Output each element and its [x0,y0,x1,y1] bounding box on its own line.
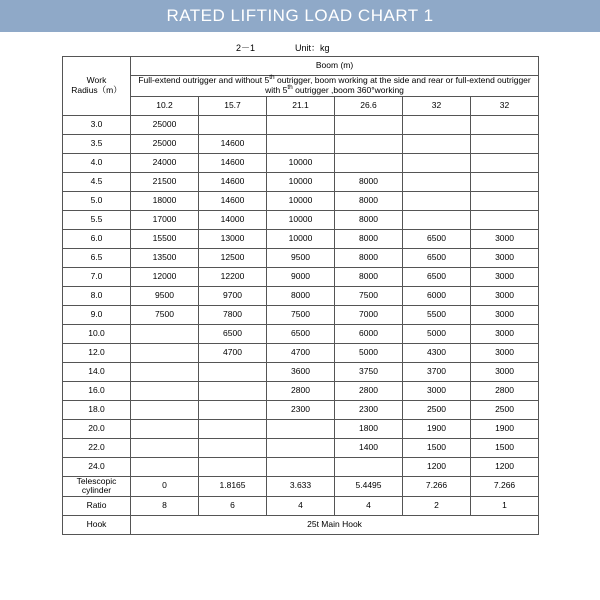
work-radius-value: 3.0 [63,115,131,134]
load-value: 3750 [335,362,403,381]
hook-row [63,516,539,535]
load-value: 1800 [335,419,403,438]
load-value: 6000 [335,324,403,343]
table-row [63,381,539,400]
table-header-row-1 [63,57,539,76]
work-radius-value: 9.0 [63,305,131,324]
load-value: 3000 [471,343,539,362]
table-row [63,362,539,381]
table-row [63,153,539,172]
table-row [63,134,539,153]
table-row [63,248,539,267]
table-row [63,438,539,457]
load-value: 25000 [131,115,199,134]
load-value [471,191,539,210]
load-value: 12000 [131,267,199,286]
load-value: 1900 [403,419,471,438]
load-value: 1500 [403,438,471,457]
load-value [199,381,267,400]
load-value: 14600 [199,172,267,191]
load-value: 5000 [335,343,403,362]
load-value: 13000 [199,229,267,248]
work-radius-value: 6.0 [63,229,131,248]
load-value: 6500 [267,324,335,343]
load-value: 6500 [199,324,267,343]
load-value [131,438,199,457]
load-value: 4700 [199,343,267,362]
load-value: 2800 [267,381,335,400]
load-value [403,134,471,153]
load-value: 6000 [403,286,471,305]
load-value: 3000 [403,381,471,400]
load-value [335,457,403,476]
load-value: 14600 [199,153,267,172]
work-radius-value: 4.5 [63,172,131,191]
telescopic-cylinder-value: 7.266 [403,476,471,497]
telescopic-cylinder-value: 3.633 [267,476,335,497]
load-value [267,134,335,153]
table-row [63,172,539,191]
telescopic-cylinder-label: Telescopic cylinder [63,476,131,497]
work-radius-value: 24.0 [63,457,131,476]
load-value: 1900 [471,419,539,438]
load-value [267,115,335,134]
load-value: 2300 [335,400,403,419]
load-value: 17000 [131,210,199,229]
load-value [131,419,199,438]
table-row [63,400,539,419]
work-radius-value: 22.0 [63,438,131,457]
load-value: 3000 [471,286,539,305]
load-value [131,343,199,362]
load-value [403,210,471,229]
load-value: 7500 [335,286,403,305]
load-value: 10000 [267,172,335,191]
boom-length-5: 32 [403,96,471,115]
load-value [199,419,267,438]
ratio-label: Ratio [63,497,131,516]
ratio-value: 8 [131,497,199,516]
load-value: 7500 [267,305,335,324]
ratio-value: 1 [471,497,539,516]
load-value [131,362,199,381]
load-value [199,438,267,457]
load-value: 2800 [335,381,403,400]
outrigger-description: Full-extend outrigger and without 5th outrigger, boom working at the side and rear or full-extend outrigger with 5th outrigger ,boom 360°working [131,76,539,97]
table-row [63,115,539,134]
load-value: 5500 [403,305,471,324]
table-row [63,324,539,343]
load-value: 25000 [131,134,199,153]
table-header-row-3 [63,96,539,115]
rated-lifting-load-table [62,56,539,535]
load-value: 4700 [267,343,335,362]
page-title: RATED LIFTING LOAD CHART 1 [166,6,434,25]
load-value: 4300 [403,343,471,362]
load-value: 10000 [267,153,335,172]
telescopic-cylinder-value: 7.266 [471,476,539,497]
hook-label: Hook [63,516,131,535]
table-row [63,229,539,248]
table-row [63,457,539,476]
load-value: 9500 [131,286,199,305]
load-value: 7800 [199,305,267,324]
load-value: 1500 [471,438,539,457]
load-value: 2300 [267,400,335,419]
load-value: 14600 [199,191,267,210]
load-value [471,153,539,172]
load-value: 3000 [471,229,539,248]
load-value [131,457,199,476]
telescopic-cylinder-value: 5.4495 [335,476,403,497]
load-value [403,115,471,134]
work-radius-value: 3.5 [63,134,131,153]
load-value [267,419,335,438]
load-value: 6500 [403,267,471,286]
telescopic-cylinder-row [63,476,539,497]
work-radius-value: 18.0 [63,400,131,419]
load-value: 8000 [335,191,403,210]
ratio-value: 6 [199,497,267,516]
title-bar [0,0,600,32]
table-row [63,286,539,305]
work-radius-value: 7.0 [63,267,131,286]
load-value [199,400,267,419]
work-radius-value: 6.5 [63,248,131,267]
load-value: 10000 [267,210,335,229]
load-value: 3600 [267,362,335,381]
load-value: 21500 [131,172,199,191]
subheader [0,38,600,56]
load-value [199,362,267,381]
load-value: 5000 [403,324,471,343]
load-value: 8000 [335,229,403,248]
load-value: 1200 [403,457,471,476]
load-value: 3000 [471,305,539,324]
load-value: 8000 [335,210,403,229]
telescopic-cylinder-value: 1.8165 [199,476,267,497]
boom-length-3: 21.1 [267,96,335,115]
load-value: 7000 [335,305,403,324]
table-row [63,210,539,229]
load-value [403,153,471,172]
boom-length-4: 26.6 [335,96,403,115]
ratio-value: 4 [335,497,403,516]
load-value: 8000 [267,286,335,305]
load-value [471,210,539,229]
load-value: 2500 [403,400,471,419]
load-value: 9000 [267,267,335,286]
load-value [335,115,403,134]
load-value: 8000 [335,172,403,191]
load-value: 15500 [131,229,199,248]
boom-length-2: 15.7 [199,96,267,115]
load-value: 1200 [471,457,539,476]
load-value: 18000 [131,191,199,210]
load-value: 10000 [267,229,335,248]
work-radius-value: 12.0 [63,343,131,362]
page-label: 2－1 [236,42,256,53]
ratio-row [63,497,539,516]
load-value: 3000 [471,248,539,267]
boom-length-6: 32 [471,96,539,115]
load-value: 9500 [267,248,335,267]
load-value: 6500 [403,248,471,267]
load-value: 14000 [199,210,267,229]
load-value: 8000 [335,267,403,286]
load-value [335,134,403,153]
load-value: 13500 [131,248,199,267]
load-value: 9700 [199,286,267,305]
table-row [63,267,539,286]
work-radius-value: 8.0 [63,286,131,305]
load-value: 3000 [471,267,539,286]
load-value: 12200 [199,267,267,286]
load-value [403,172,471,191]
load-value [471,134,539,153]
table-row [63,191,539,210]
load-value [267,457,335,476]
load-value [131,400,199,419]
load-value: 7500 [131,305,199,324]
load-value: 3000 [471,324,539,343]
load-value: 3700 [403,362,471,381]
work-radius-value: 5.5 [63,210,131,229]
work-radius-value: 4.0 [63,153,131,172]
boom-header: Boom (m) [131,57,539,76]
table-header-row-2 [63,76,539,97]
boom-length-1: 10.2 [131,96,199,115]
load-value [403,191,471,210]
work-radius-value: 16.0 [63,381,131,400]
load-value: 2800 [471,381,539,400]
load-value: 3000 [471,362,539,381]
ratio-value: 2 [403,497,471,516]
load-value [199,115,267,134]
load-value: 2500 [471,400,539,419]
load-value [335,153,403,172]
work-radius-value: 14.0 [63,362,131,381]
unit-label: Unit：kg [295,42,330,53]
load-value [131,381,199,400]
work-radius-value: 10.0 [63,324,131,343]
work-radius-value: 5.0 [63,191,131,210]
load-value [267,438,335,457]
load-value [131,324,199,343]
ratio-value: 4 [267,497,335,516]
load-value: 10000 [267,191,335,210]
load-value: 12500 [199,248,267,267]
table-container [0,56,600,535]
table-row [63,343,539,362]
hook-value: 25t Main Hook [131,516,539,535]
table-row [63,419,539,438]
load-value: 8000 [335,248,403,267]
work-radius-value: 20.0 [63,419,131,438]
load-value: 24000 [131,153,199,172]
load-value [471,172,539,191]
telescopic-cylinder-value: 0 [131,476,199,497]
load-value [199,457,267,476]
load-value [471,115,539,134]
load-value: 6500 [403,229,471,248]
load-value: 14600 [199,134,267,153]
work-radius-header: Work Radius（m） [63,57,131,116]
table-row [63,305,539,324]
load-value: 1400 [335,438,403,457]
